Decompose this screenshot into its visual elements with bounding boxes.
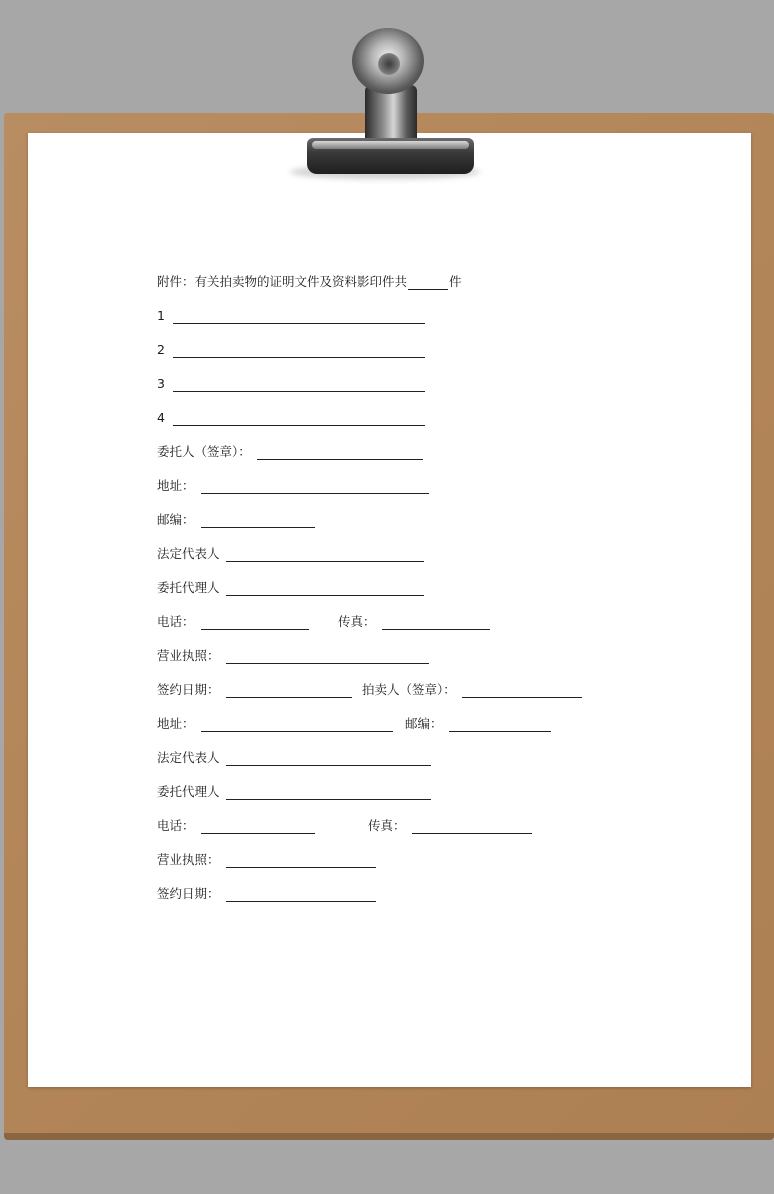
auctioneer-contact-row (157, 814, 532, 834)
consignor-principal-row (157, 440, 423, 460)
auctioneer-phone-group (157, 818, 368, 834)
consignor-license-row (157, 644, 429, 664)
consignor-phone-field[interactable] (201, 615, 309, 630)
clip-ring-hole (378, 53, 400, 75)
consignor-license-field[interactable] (226, 649, 429, 664)
consignor-sign-date-group (157, 682, 362, 698)
auctioneer-principal-field[interactable] (462, 683, 582, 698)
item-number: 4 (157, 410, 165, 425)
auctioneer-phone-label: 电话： (157, 818, 195, 833)
auctioneer-sign-date-label: 签约日期： (157, 886, 220, 901)
consignor-principal-label: 委托人（签章）： (157, 444, 251, 459)
auctioneer-sign-date-row (157, 882, 376, 902)
auctioneer-legal-rep-row (157, 746, 431, 766)
consignor-postcode-label: 邮编： (157, 512, 195, 527)
consignor-postcode-row (157, 508, 315, 528)
consignor-address-field[interactable] (201, 479, 429, 494)
item-row-4 (157, 406, 425, 426)
auctioneer-address-field[interactable] (201, 717, 393, 732)
sign-date-auctioneer-row (157, 678, 582, 698)
auctioneer-phone-field[interactable] (201, 819, 315, 834)
attachment-count-field[interactable] (408, 275, 448, 290)
attachment-row (157, 270, 462, 290)
item-row-1 (157, 304, 425, 324)
attachment-suffix: 件 (449, 274, 462, 289)
item-number: 1 (157, 308, 165, 323)
consignor-contact-row (157, 610, 490, 630)
consignor-sign-date-field[interactable] (226, 683, 352, 698)
auctioneer-license-field[interactable] (226, 853, 376, 868)
item-row-3 (157, 372, 425, 392)
consignor-sign-date-label: 签约日期： (157, 682, 220, 697)
consignor-legal-rep-label: 法定代表人 (157, 546, 220, 561)
consignor-fax-field[interactable] (382, 615, 490, 630)
auctioneer-license-row (157, 848, 376, 868)
clip-neck (365, 85, 417, 145)
clipboard-edge (4, 1133, 774, 1140)
consignor-fax-group (338, 614, 490, 630)
item-3-field[interactable] (173, 377, 425, 392)
auctioneer-fax-group (368, 818, 532, 834)
consignor-phone-label: 电话： (157, 614, 195, 629)
consignor-agent-label: 委托代理人 (157, 580, 220, 595)
auctioneer-address-group (157, 716, 405, 732)
auctioneer-legal-rep-label: 法定代表人 (157, 750, 220, 765)
item-4-field[interactable] (173, 411, 425, 426)
consignor-legal-rep-field[interactable] (226, 547, 424, 562)
item-number: 3 (157, 376, 165, 391)
item-row-2 (157, 338, 425, 358)
consignor-phone-group (157, 614, 338, 630)
consignor-principal-field[interactable] (257, 445, 423, 460)
consignor-address-row (157, 474, 429, 494)
consignor-license-label: 营业执照： (157, 648, 220, 663)
attachment-prefix: 附件：有关拍卖物的证明文件及资料影印件共 (157, 274, 408, 289)
consignor-address-label: 地址： (157, 478, 195, 493)
auctioneer-agent-label: 委托代理人 (157, 784, 220, 799)
item-number: 2 (157, 342, 165, 357)
consignor-legal-rep-row (157, 542, 424, 562)
consignor-fax-label: 传真： (338, 614, 376, 629)
auctioneer-license-label: 营业执照： (157, 852, 220, 867)
auctioneer-agent-field[interactable] (226, 785, 431, 800)
auctioneer-postcode-group (405, 716, 551, 732)
auctioneer-address-label: 地址： (157, 716, 195, 731)
item-1-field[interactable] (173, 309, 425, 324)
auctioneer-fax-field[interactable] (412, 819, 532, 834)
auctioneer-sign-date-field[interactable] (226, 887, 376, 902)
auctioneer-fax-label: 传真： (368, 818, 406, 833)
auctioneer-address-row (157, 712, 551, 732)
auctioneer-principal-group (362, 682, 582, 698)
auctioneer-principal-label: 拍卖人（签章）： (362, 682, 456, 697)
consignor-postcode-field[interactable] (201, 513, 315, 528)
clip-base-highlight (312, 141, 469, 149)
auctioneer-postcode-field[interactable] (449, 717, 551, 732)
item-2-field[interactable] (173, 343, 425, 358)
consignor-agent-row (157, 576, 424, 596)
consignor-agent-field[interactable] (226, 581, 424, 596)
auctioneer-legal-rep-field[interactable] (226, 751, 431, 766)
auctioneer-postcode-label: 邮编： (405, 716, 443, 731)
auctioneer-agent-row (157, 780, 431, 800)
